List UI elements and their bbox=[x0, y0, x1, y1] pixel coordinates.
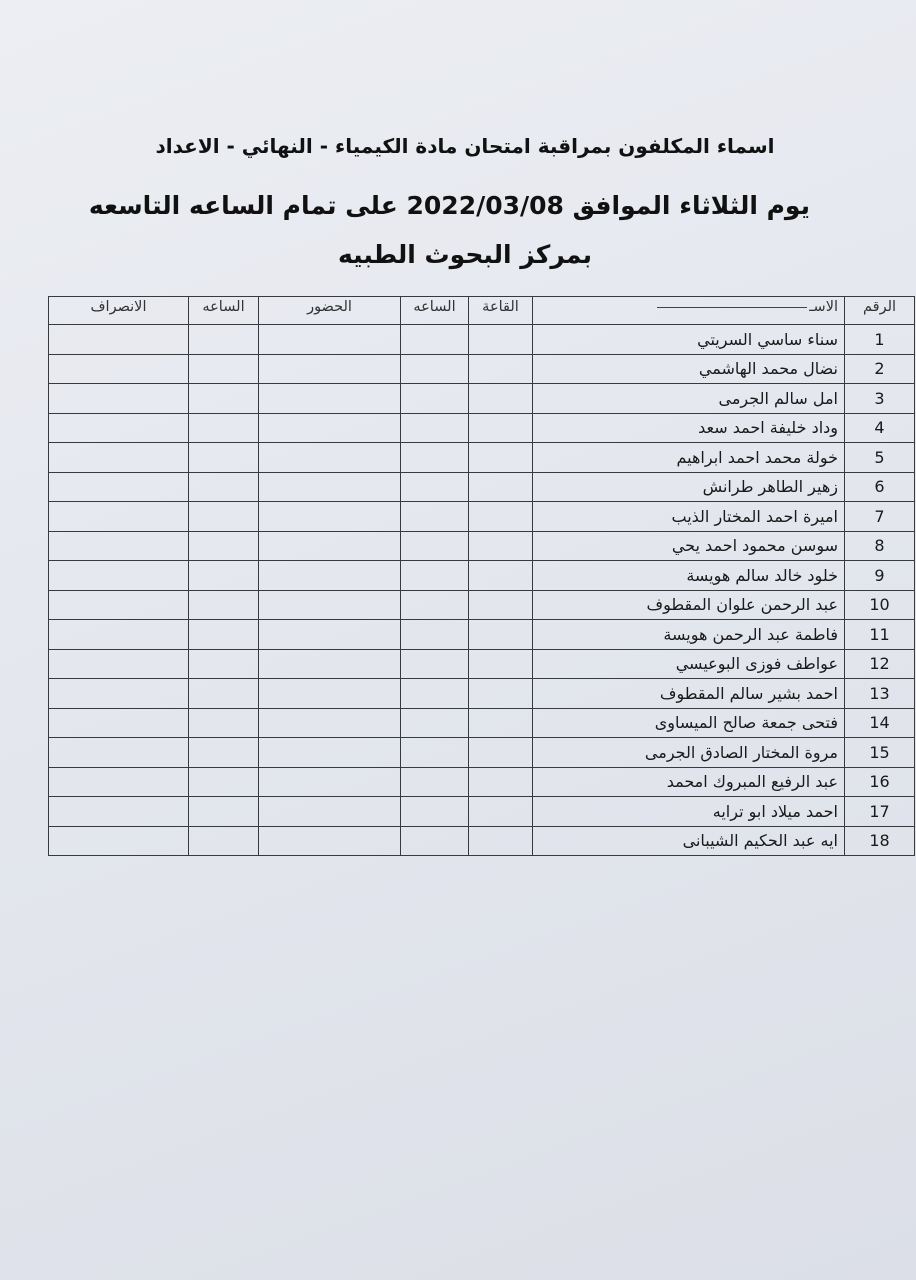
row-number: 8 bbox=[845, 531, 915, 561]
row-departure-cell bbox=[49, 826, 189, 856]
row-time-in-cell bbox=[401, 767, 469, 797]
row-time-out-cell bbox=[189, 767, 259, 797]
row-time-in-cell bbox=[401, 797, 469, 827]
row-departure-cell bbox=[49, 502, 189, 532]
table-body bbox=[49, 325, 915, 856]
row-time-out-cell bbox=[189, 531, 259, 561]
row-attendance-cell bbox=[259, 649, 401, 679]
table-row bbox=[49, 767, 915, 797]
row-time-in-cell bbox=[401, 826, 469, 856]
row-hall-cell bbox=[469, 531, 533, 561]
table-row bbox=[49, 738, 915, 768]
row-number: 15 bbox=[845, 738, 915, 768]
row-number: 7 bbox=[845, 502, 915, 532]
row-attendance-cell bbox=[259, 413, 401, 443]
table-row bbox=[49, 797, 915, 827]
table-row bbox=[49, 413, 915, 443]
table-row bbox=[49, 443, 915, 473]
row-time-in-cell bbox=[401, 502, 469, 532]
row-departure-cell bbox=[49, 738, 189, 768]
table-row bbox=[49, 679, 915, 709]
row-time-out-cell bbox=[189, 649, 259, 679]
table-row bbox=[49, 590, 915, 620]
row-name: احمد ميلاد ابو ترايه bbox=[533, 797, 845, 827]
row-attendance-cell bbox=[259, 797, 401, 827]
row-departure-cell bbox=[49, 708, 189, 738]
column-header-time-out: الساعه bbox=[189, 297, 259, 325]
table-row bbox=[49, 325, 915, 355]
row-time-out-cell bbox=[189, 502, 259, 532]
row-attendance-cell bbox=[259, 325, 401, 355]
row-time-out-cell bbox=[189, 472, 259, 502]
row-hall-cell bbox=[469, 561, 533, 591]
row-name: وداد خليفة احمد سعد bbox=[533, 413, 845, 443]
row-hall-cell bbox=[469, 797, 533, 827]
row-name: خولة محمد احمد ابراهيم bbox=[533, 443, 845, 473]
row-departure-cell bbox=[49, 472, 189, 502]
row-hall-cell bbox=[469, 767, 533, 797]
row-attendance-cell bbox=[259, 708, 401, 738]
row-time-out-cell bbox=[189, 620, 259, 650]
row-attendance-cell bbox=[259, 590, 401, 620]
row-time-out-cell bbox=[189, 561, 259, 591]
row-time-in-cell bbox=[401, 738, 469, 768]
column-header-hall: القاعة bbox=[469, 297, 533, 325]
row-departure-cell bbox=[49, 590, 189, 620]
row-time-in-cell bbox=[401, 443, 469, 473]
row-time-out-cell bbox=[189, 413, 259, 443]
table-row bbox=[49, 620, 915, 650]
row-number: 17 bbox=[845, 797, 915, 827]
row-name: احمد بشير سالم المقطوف bbox=[533, 679, 845, 709]
row-time-out-cell bbox=[189, 384, 259, 414]
row-number: 2 bbox=[845, 354, 915, 384]
column-header-name bbox=[533, 297, 845, 325]
row-hall-cell bbox=[469, 472, 533, 502]
row-attendance-cell bbox=[259, 443, 401, 473]
exam-date-line: يوم الثلاثاء الموافق 2022/03/08 على تمام الساعه التاسعه bbox=[88, 191, 810, 220]
row-attendance-cell bbox=[259, 767, 401, 797]
row-hall-cell bbox=[469, 708, 533, 738]
row-attendance-cell bbox=[259, 738, 401, 768]
row-time-in-cell bbox=[401, 649, 469, 679]
row-departure-cell bbox=[49, 620, 189, 650]
table-row bbox=[49, 649, 915, 679]
row-time-out-cell bbox=[189, 590, 259, 620]
row-time-in-cell bbox=[401, 561, 469, 591]
row-time-in-cell bbox=[401, 354, 469, 384]
row-time-out-cell bbox=[189, 354, 259, 384]
column-header-attendance: الحضور bbox=[259, 297, 401, 325]
row-number: 5 bbox=[845, 443, 915, 473]
row-attendance-cell bbox=[259, 502, 401, 532]
row-attendance-cell bbox=[259, 531, 401, 561]
row-number: 3 bbox=[845, 384, 915, 414]
row-time-in-cell bbox=[401, 472, 469, 502]
row-name: فاطمة عبد الرحمن هويسة bbox=[533, 620, 845, 650]
row-time-out-cell bbox=[189, 679, 259, 709]
row-time-out-cell bbox=[189, 708, 259, 738]
table-row bbox=[49, 561, 915, 591]
table-row bbox=[49, 472, 915, 502]
row-attendance-cell bbox=[259, 472, 401, 502]
row-name: مروة المختار الصادق الجرمى bbox=[533, 738, 845, 768]
row-name: سناء ساسي السريتي bbox=[533, 325, 845, 355]
row-hall-cell bbox=[469, 679, 533, 709]
row-departure-cell bbox=[49, 561, 189, 591]
row-time-in-cell bbox=[401, 384, 469, 414]
row-name: ايه عبد الحكيم الشيبانى bbox=[533, 826, 845, 856]
document-title: اسماء المكلفون بمراقبة امتحان مادة الكيمياء - النهائي - الاعداد bbox=[155, 134, 775, 158]
row-departure-cell bbox=[49, 649, 189, 679]
row-name: نضال محمد الهاشمي bbox=[533, 354, 845, 384]
row-attendance-cell bbox=[259, 826, 401, 856]
row-departure-cell bbox=[49, 531, 189, 561]
column-header-name-label: الاسـ bbox=[809, 299, 838, 315]
row-hall-cell bbox=[469, 443, 533, 473]
row-departure-cell bbox=[49, 325, 189, 355]
row-departure-cell bbox=[49, 384, 189, 414]
row-number: 10 bbox=[845, 590, 915, 620]
row-name: خلود خالد سالم هويسة bbox=[533, 561, 845, 591]
header-underline bbox=[657, 307, 807, 308]
row-name: فتحى جمعة صالح الميساوى bbox=[533, 708, 845, 738]
column-header-time-in: الساعه bbox=[401, 297, 469, 325]
row-hall-cell bbox=[469, 413, 533, 443]
invigilators-table bbox=[48, 296, 915, 856]
row-departure-cell bbox=[49, 767, 189, 797]
row-name: امل سالم الجرمى bbox=[533, 384, 845, 414]
row-attendance-cell bbox=[259, 679, 401, 709]
row-name: عبد الرفيع المبروك امحمد bbox=[533, 767, 845, 797]
row-name: اميرة احمد المختار الذيب bbox=[533, 502, 845, 532]
row-hall-cell bbox=[469, 649, 533, 679]
row-hall-cell bbox=[469, 590, 533, 620]
row-hall-cell bbox=[469, 325, 533, 355]
row-time-in-cell bbox=[401, 590, 469, 620]
row-hall-cell bbox=[469, 738, 533, 768]
row-number: 16 bbox=[845, 767, 915, 797]
column-header-departure: الانصراف bbox=[49, 297, 189, 325]
row-number: 12 bbox=[845, 649, 915, 679]
row-time-in-cell bbox=[401, 325, 469, 355]
row-attendance-cell bbox=[259, 354, 401, 384]
row-time-in-cell bbox=[401, 413, 469, 443]
row-time-in-cell bbox=[401, 531, 469, 561]
row-hall-cell bbox=[469, 826, 533, 856]
row-hall-cell bbox=[469, 502, 533, 532]
row-time-out-cell bbox=[189, 826, 259, 856]
row-hall-cell bbox=[469, 354, 533, 384]
row-attendance-cell bbox=[259, 561, 401, 591]
row-number: 9 bbox=[845, 561, 915, 591]
row-number: 13 bbox=[845, 679, 915, 709]
row-number: 4 bbox=[845, 413, 915, 443]
row-number: 11 bbox=[845, 620, 915, 650]
row-attendance-cell bbox=[259, 620, 401, 650]
table-row bbox=[49, 502, 915, 532]
row-time-in-cell bbox=[401, 708, 469, 738]
table-row bbox=[49, 531, 915, 561]
row-number: 14 bbox=[845, 708, 915, 738]
row-number: 1 bbox=[845, 325, 915, 355]
row-attendance-cell bbox=[259, 384, 401, 414]
row-number: 18 bbox=[845, 826, 915, 856]
row-name: سوسن محمود احمد يحي bbox=[533, 531, 845, 561]
exam-location: بمركز البحوث الطبيه bbox=[337, 240, 593, 269]
row-departure-cell bbox=[49, 354, 189, 384]
row-time-out-cell bbox=[189, 325, 259, 355]
row-time-out-cell bbox=[189, 443, 259, 473]
row-hall-cell bbox=[469, 620, 533, 650]
row-departure-cell bbox=[49, 797, 189, 827]
table-header-row bbox=[49, 297, 915, 325]
table-row bbox=[49, 354, 915, 384]
table-row bbox=[49, 708, 915, 738]
row-name: عبد الرحمن علوان المقطوف bbox=[533, 590, 845, 620]
table-row bbox=[49, 826, 915, 856]
row-time-in-cell bbox=[401, 679, 469, 709]
row-name: عواطف فوزى البوعيسي bbox=[533, 649, 845, 679]
row-departure-cell bbox=[49, 413, 189, 443]
row-number: 6 bbox=[845, 472, 915, 502]
row-departure-cell bbox=[49, 443, 189, 473]
row-departure-cell bbox=[49, 679, 189, 709]
row-time-out-cell bbox=[189, 738, 259, 768]
row-time-in-cell bbox=[401, 620, 469, 650]
table-row bbox=[49, 384, 915, 414]
row-hall-cell bbox=[469, 384, 533, 414]
column-header-number: الرقم bbox=[845, 297, 915, 325]
row-name: زهير الطاهر طرانش bbox=[533, 472, 845, 502]
row-time-out-cell bbox=[189, 797, 259, 827]
